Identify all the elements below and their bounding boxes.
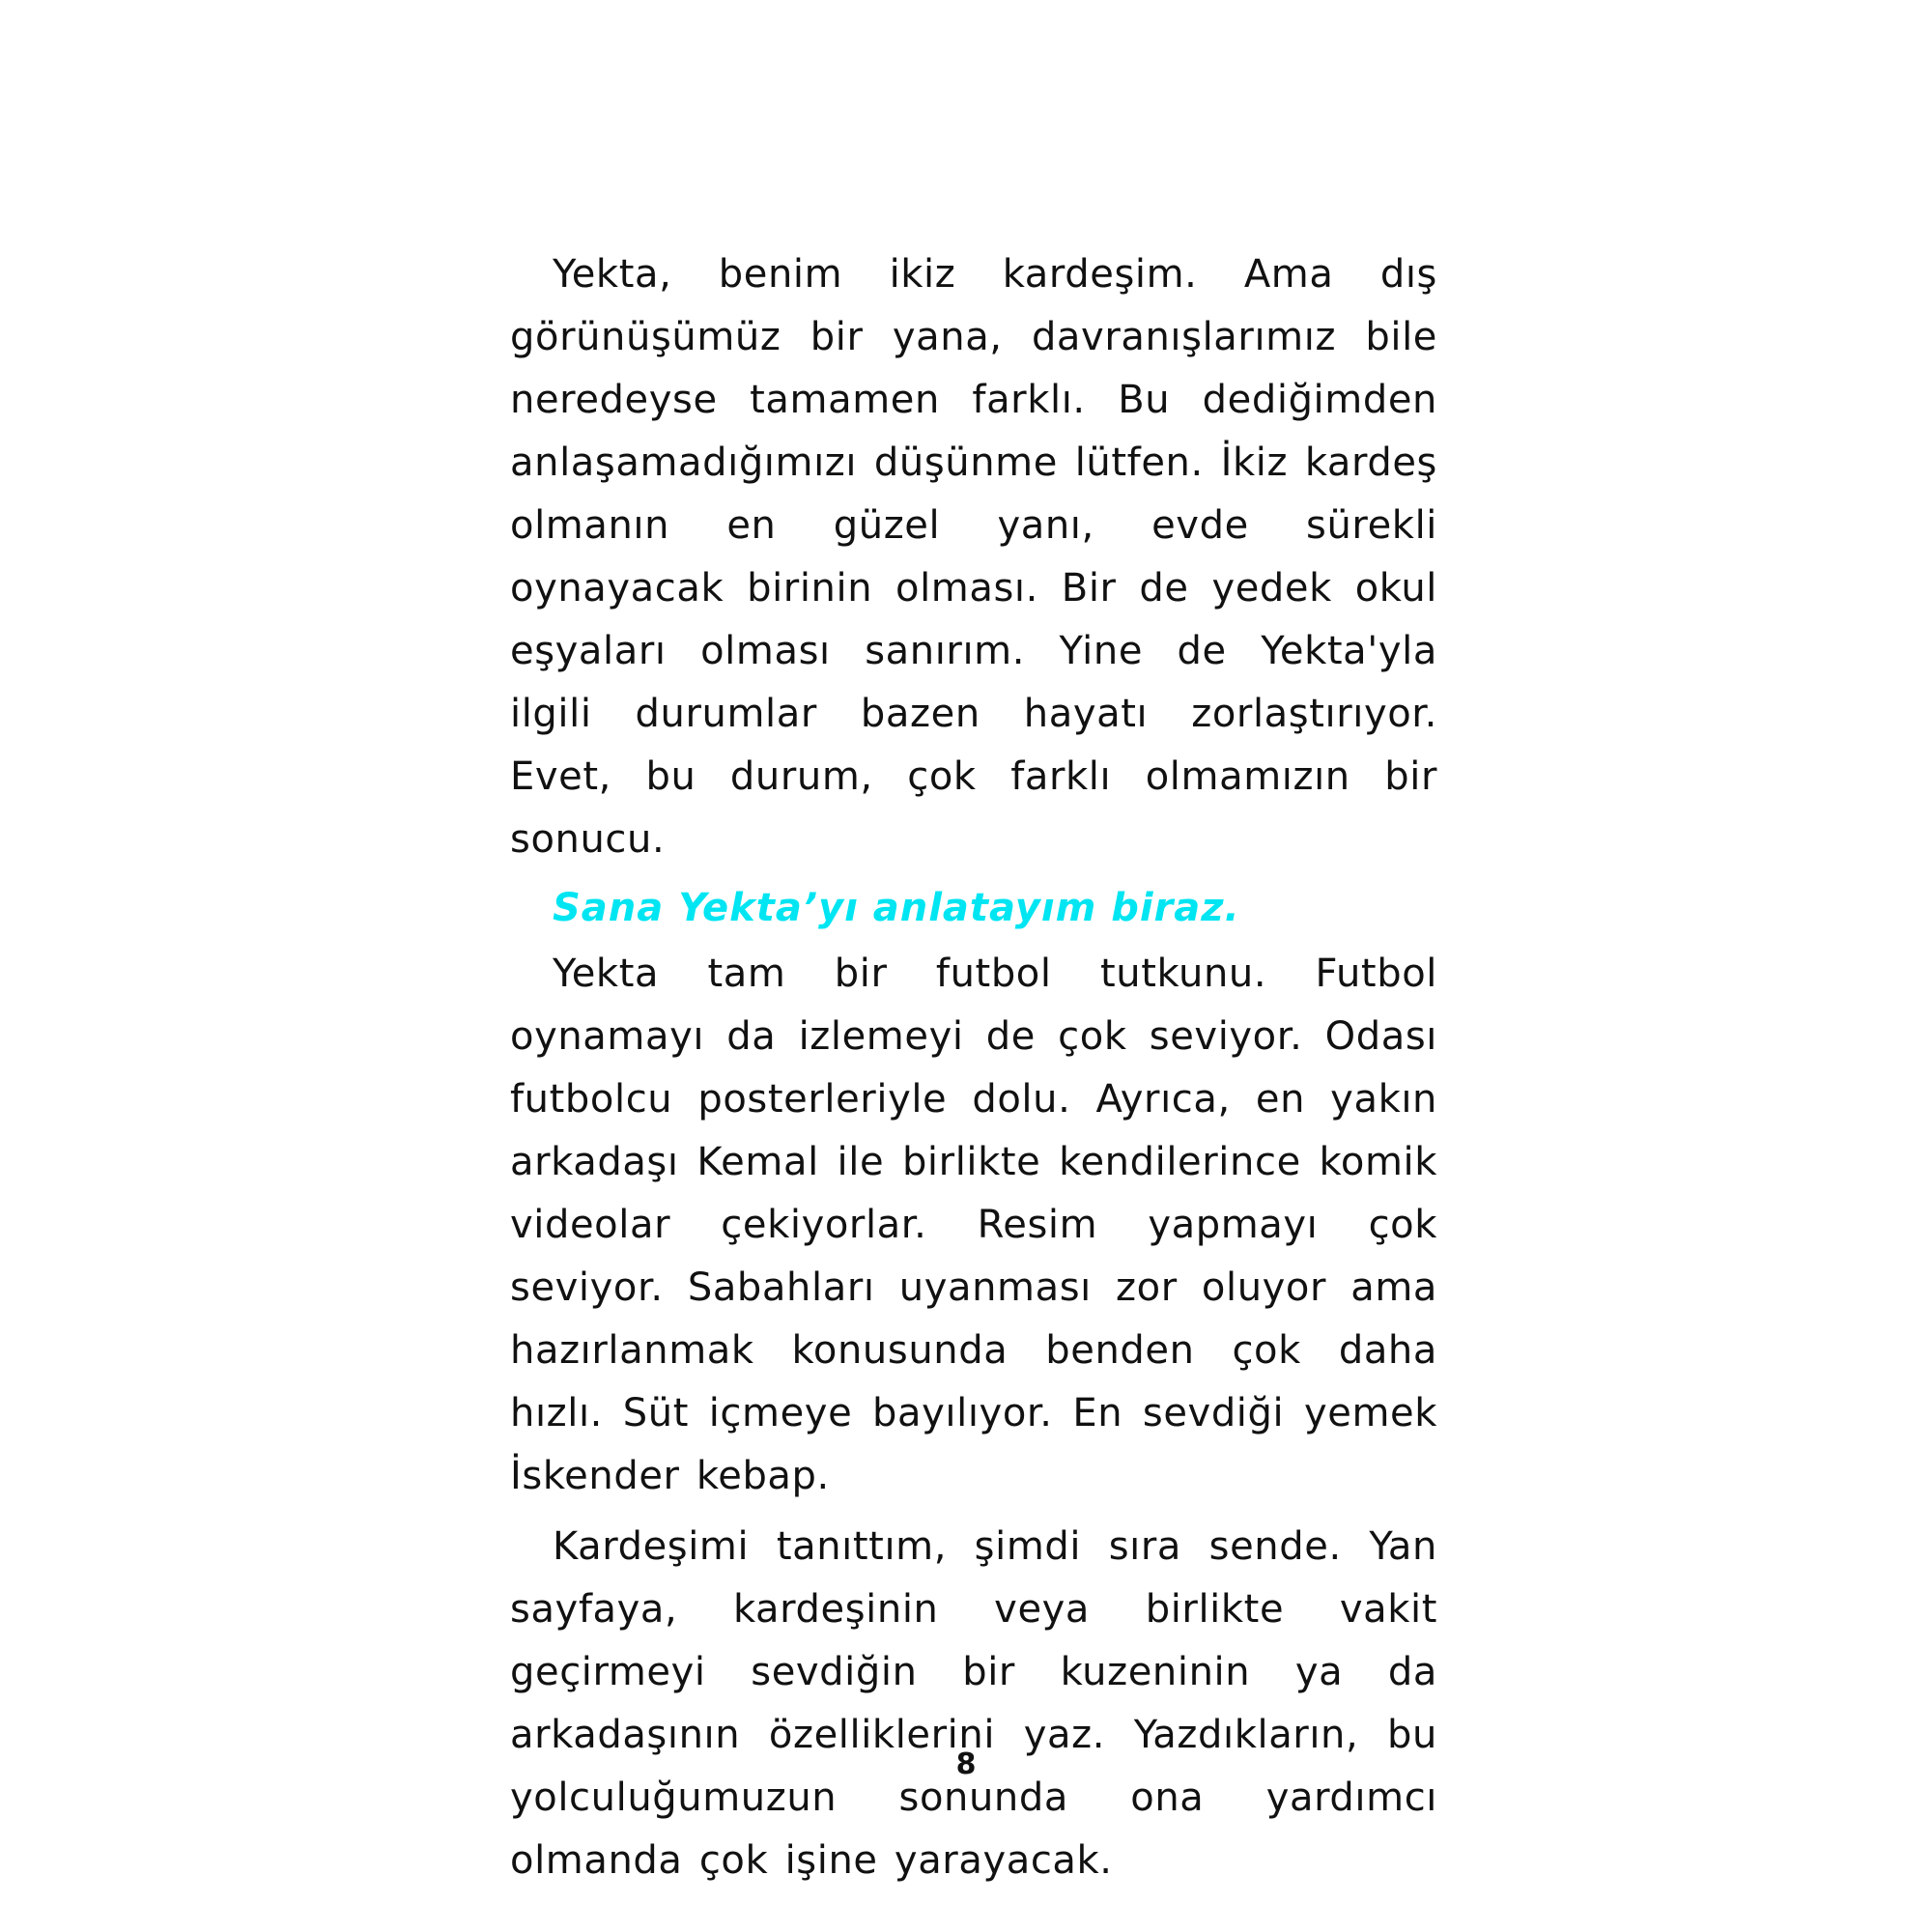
- section-heading: Sana Yekta’yı anlatayım biraz.: [553, 886, 1240, 930]
- paragraph-intro: Yekta, benim ikiz kardeşim. Ama dış görünüşümüz bir yana, davranışlarımız bile neredeyse tamamen farklı. Bu dediğimden anlaşamadığımızı düşünme lütfen. İkiz kardeş olmanın en güzel yanı, evde sürekli oynayacak birinin olması. Bir de yedek okul eşyaları olması sanırım. Yine de Yekta'yla ilgili durumlar bazen hayatı zorlaştırıyor. Evet, bu durum, çok farklı olmamızın bir sonucu.: [510, 252, 1437, 862]
- page-number: 8: [955, 1747, 977, 1781]
- paragraph-instruction: Kardeşimi tanıttım, şimdi sıra sende. Yan sayfaya, kardeşinin veya birlikte vakit geçirmeyi sevdiğin bir kuzeninin ya da arkadaşının özelliklerini yaz. Yazdıkların, bu yolculuğumuzun sonunda ona yardımcı olmanda çok işine yarayacak.: [510, 1524, 1437, 1883]
- paragraph-description: Yekta tam bir futbol tutkunu. Futbol oynamayı da izlemeyi de çok seviyor. Odası futbolcu posterleriyle dolu. Ayrıca, en yakın arkadaşı Kemal ile birlikte kendilerince komik videolar çekiyorlar. Resim yapmayı çok seviyor. Sabahları uyanması zor oluyor ama hazırlanmak konusunda benden çok daha hızlı. Süt içmeye bayılıyor. En sevdiği yemek İskender kebap.: [510, 952, 1437, 1498]
- text-block: [510, 243, 1437, 1892]
